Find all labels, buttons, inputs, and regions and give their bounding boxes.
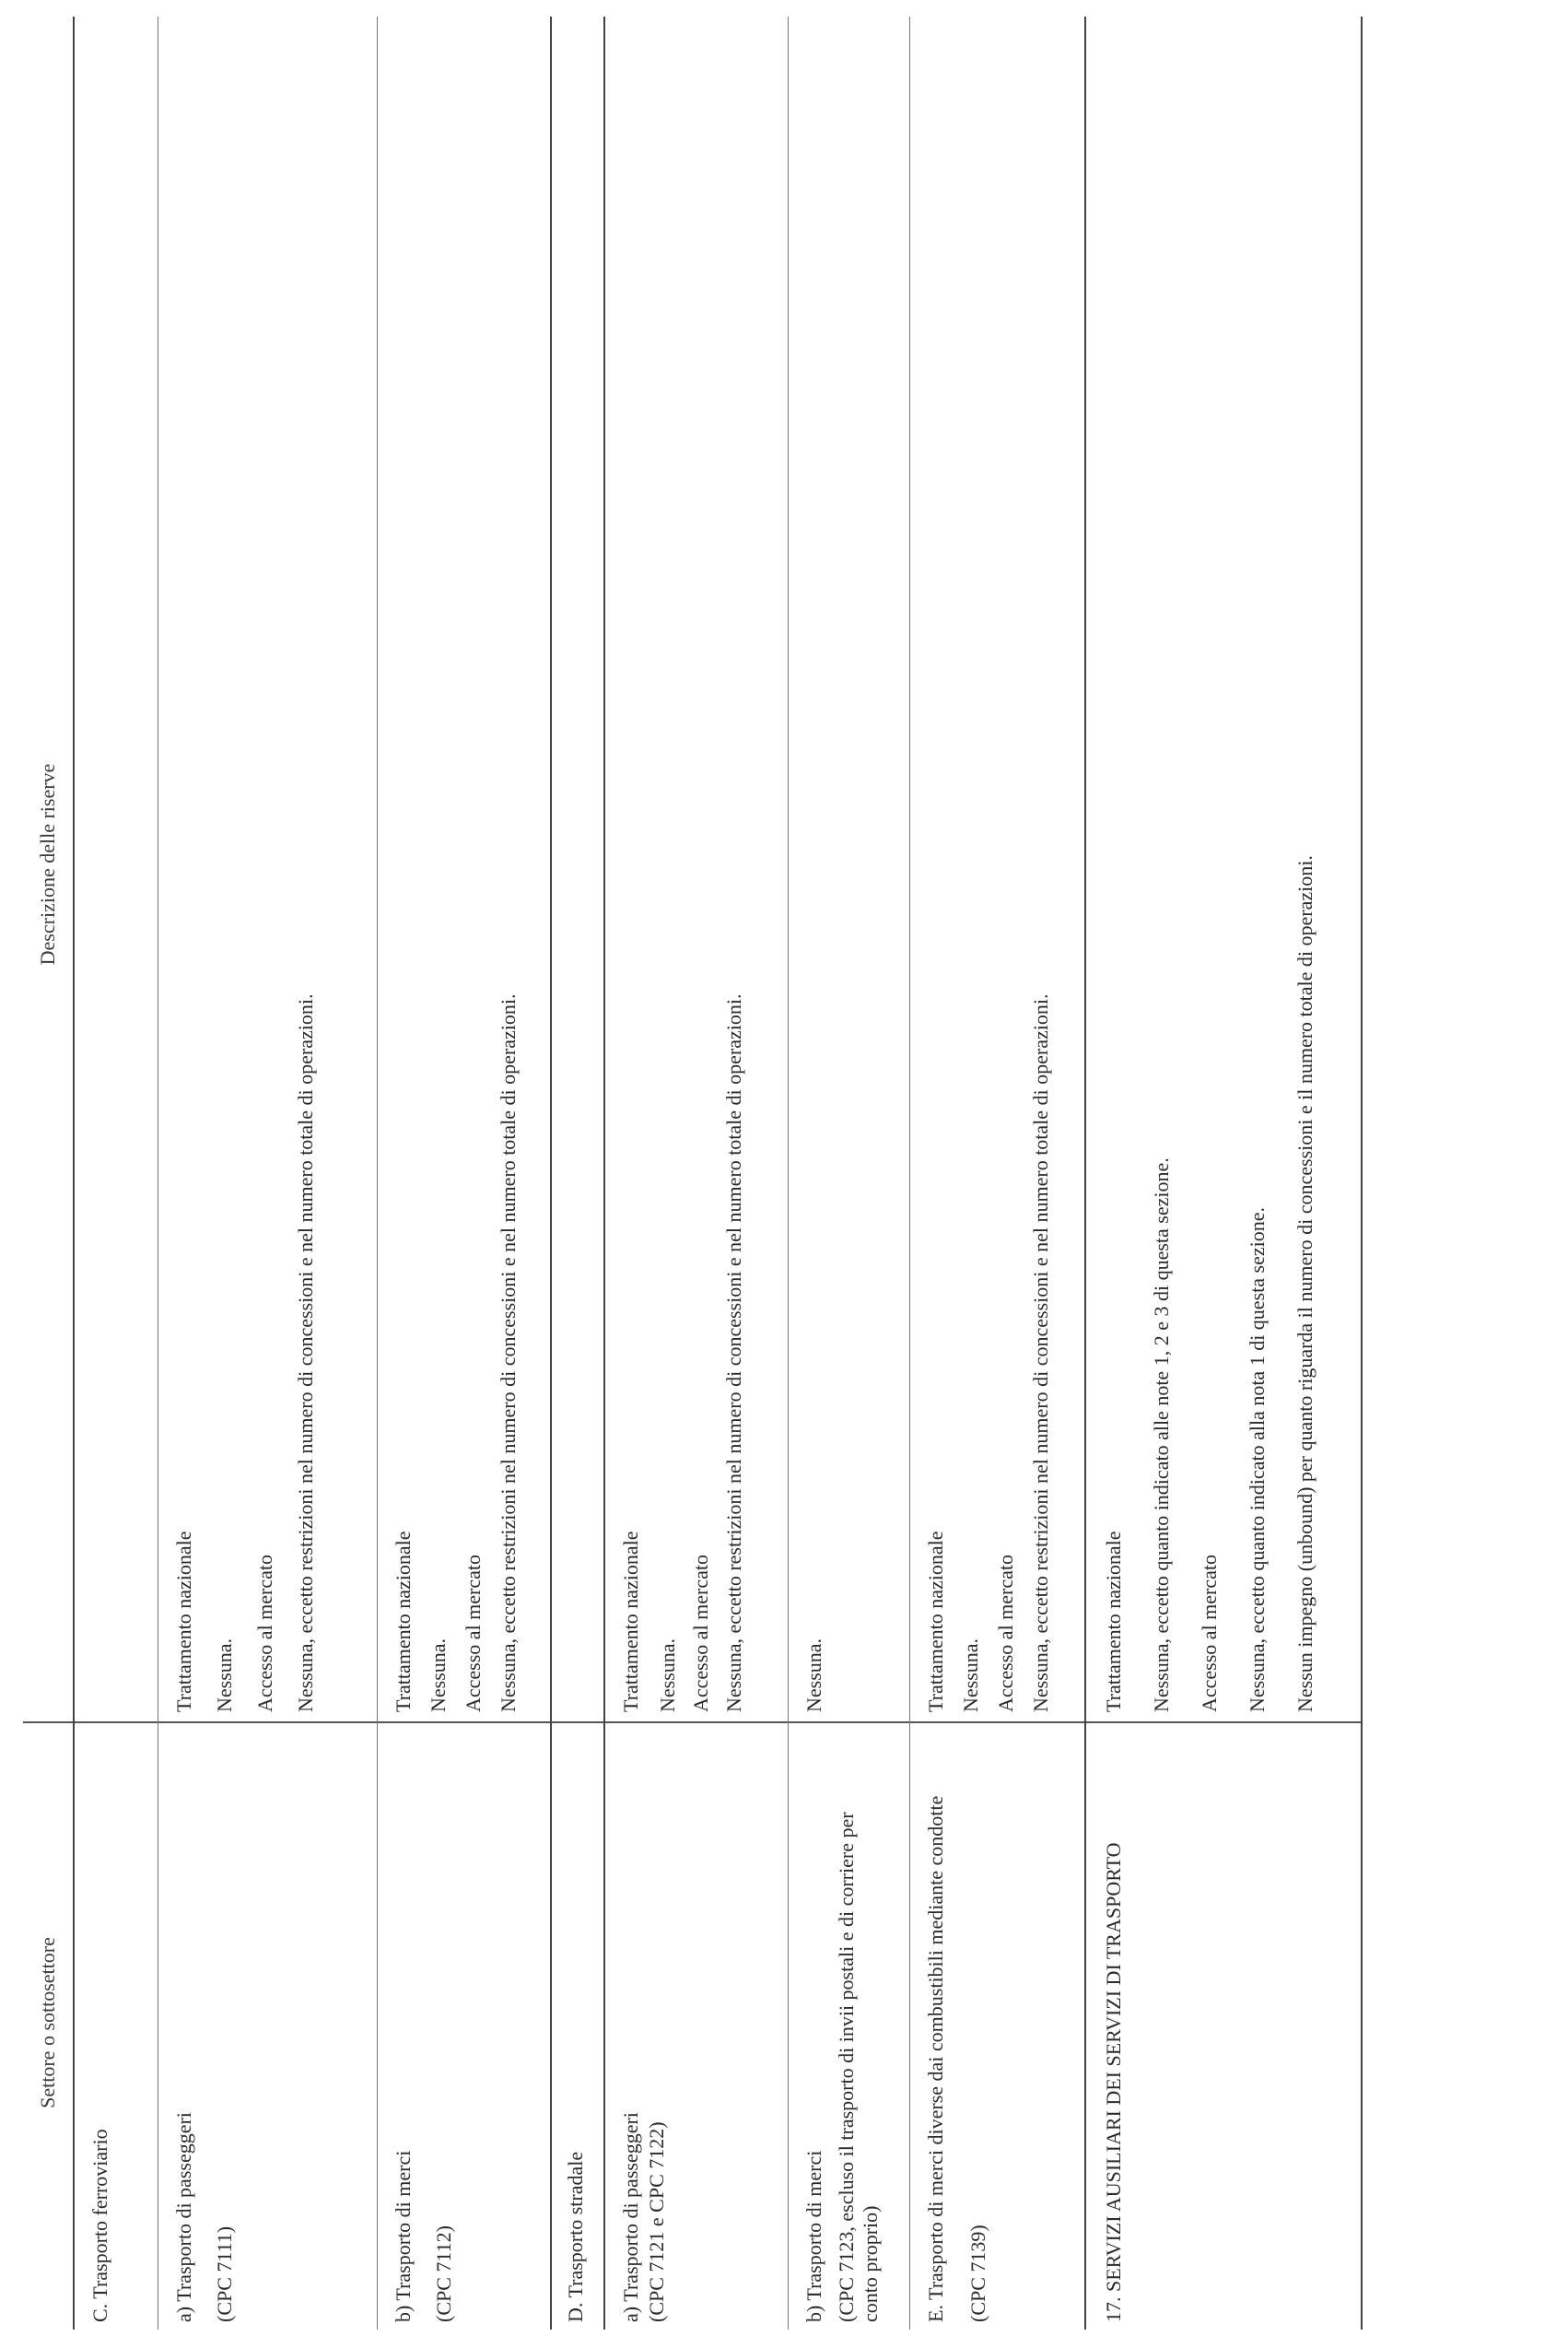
- reservation-cell: [75, 17, 158, 1721]
- sector-title: E. Trasporto di merci diverse dai combustibili mediante condotte: [924, 1795, 947, 2322]
- table-row: [158, 17, 377, 2330]
- reservation-cell: [1086, 17, 1361, 1721]
- cpc-code: (CPC 7121 e CPC 7122): [645, 2121, 668, 2322]
- reservation-cell: [789, 17, 909, 1721]
- header-sector: Settore o sottosettore: [23, 1721, 73, 2330]
- reservation-heading: Trattamento nazionale: [392, 1531, 415, 1712]
- reservation-text: Nessuna, eccetto quanto indicato alle note 1, 2 e 3 di questa sezione.: [1150, 1157, 1173, 1712]
- reservation-heading: Accesso al mercato: [462, 1554, 485, 1712]
- reservations-table: [23, 17, 1363, 2330]
- reservation-text: Nessuna.: [959, 1638, 982, 1712]
- table-header: [23, 17, 75, 2330]
- sector-cell: [1086, 1721, 1361, 2330]
- table-row: [1084, 17, 1361, 2330]
- sector-title: b) Trasporto di merci: [392, 2150, 415, 2322]
- reservation-text: Nessuna.: [802, 1638, 825, 1712]
- sector-title: 17. SERVIZI AUSILIARI DEI SERVIZI DI TRASPORTO: [1102, 1842, 1125, 2322]
- sector-cell: [158, 1721, 377, 2330]
- reservation-heading: Trattamento nazionale: [924, 1531, 947, 1712]
- reservation-text: Nessuna.: [427, 1638, 450, 1712]
- sector-title: C. Trasporto ferroviario: [88, 2129, 111, 2322]
- sector-cell: [605, 1721, 788, 2330]
- reservation-heading: Accesso al mercato: [994, 1554, 1017, 1712]
- table-row: [909, 17, 1084, 2330]
- reservation-cell: [378, 17, 550, 1721]
- sector-title: a) Trasporto di passeggeri: [619, 2112, 642, 2322]
- cpc-code: (CPC 7123, escluso il trasporto di invii postali e di corriere per conto proprio): [835, 1812, 882, 2322]
- reservation-text: Nessuna.: [656, 1638, 679, 1712]
- sector-title: b) Trasporto di merci: [802, 2150, 825, 2322]
- table-row: [788, 17, 909, 2330]
- table-row: [377, 17, 550, 2330]
- sector-cell: [789, 1721, 909, 2330]
- table-bottom-rule: [1361, 17, 1363, 2330]
- reservation-cell: [158, 17, 377, 1721]
- sector-cell: [552, 1721, 603, 2330]
- sector-title: D. Trasporto stradale: [564, 2151, 587, 2322]
- reservation-text: Nessuna, eccetto quanto indicato alla nota 1 di questa sezione.: [1246, 1207, 1269, 1712]
- reservation-cell: [605, 17, 788, 1721]
- table-row: [75, 17, 158, 2330]
- cpc-code: (CPC 7139): [966, 2225, 989, 2322]
- reservation-heading: Accesso al mercato: [1198, 1554, 1221, 1712]
- reservation-text: Nessuna.: [213, 1638, 236, 1712]
- sector-cell: [75, 1721, 158, 2330]
- sector-cell: [910, 1721, 1084, 2330]
- reservation-cell: [910, 17, 1084, 1721]
- reservation-text: Nessuna, eccetto restrizioni nel numero di concessioni e nel numero totale di operazioni.: [722, 993, 745, 1712]
- reservation-text: Nessun impegno (unbound) per quanto riguarda il numero di concessioni e il numero totale di operazioni.: [1293, 855, 1316, 1712]
- reservation-heading: Trattamento nazionale: [619, 1531, 642, 1712]
- reservation-text: Nessuna, eccetto restrizioni nel numero di concessioni e nel numero totale di operazioni.: [1029, 993, 1052, 1712]
- sector-title: a) Trasporto di passeggeri: [172, 2112, 195, 2322]
- header-reservations: Descrizione delle riserve: [36, 763, 59, 966]
- cpc-code: (CPC 7111): [213, 2225, 236, 2322]
- reservation-cell: [552, 17, 603, 1721]
- cpc-code: (CPC 7112): [432, 2225, 455, 2322]
- reservation-text: Nessuna, eccetto restrizioni nel numero di concessioni e nel numero totale di operazioni.: [497, 993, 520, 1712]
- sector-cell: [378, 1721, 550, 2330]
- reservation-heading: Accesso al mercato: [689, 1554, 712, 1712]
- reservation-heading: Trattamento nazionale: [1102, 1531, 1125, 1712]
- reservation-heading: Trattamento nazionale: [172, 1531, 195, 1712]
- reservation-heading: Accesso al mercato: [253, 1554, 276, 1712]
- table-row: [550, 17, 603, 2330]
- table-row: [603, 17, 788, 2330]
- reservation-text: Nessuna, eccetto restrizioni nel numero di concessioni e nel numero totale di operazioni.: [294, 993, 317, 1712]
